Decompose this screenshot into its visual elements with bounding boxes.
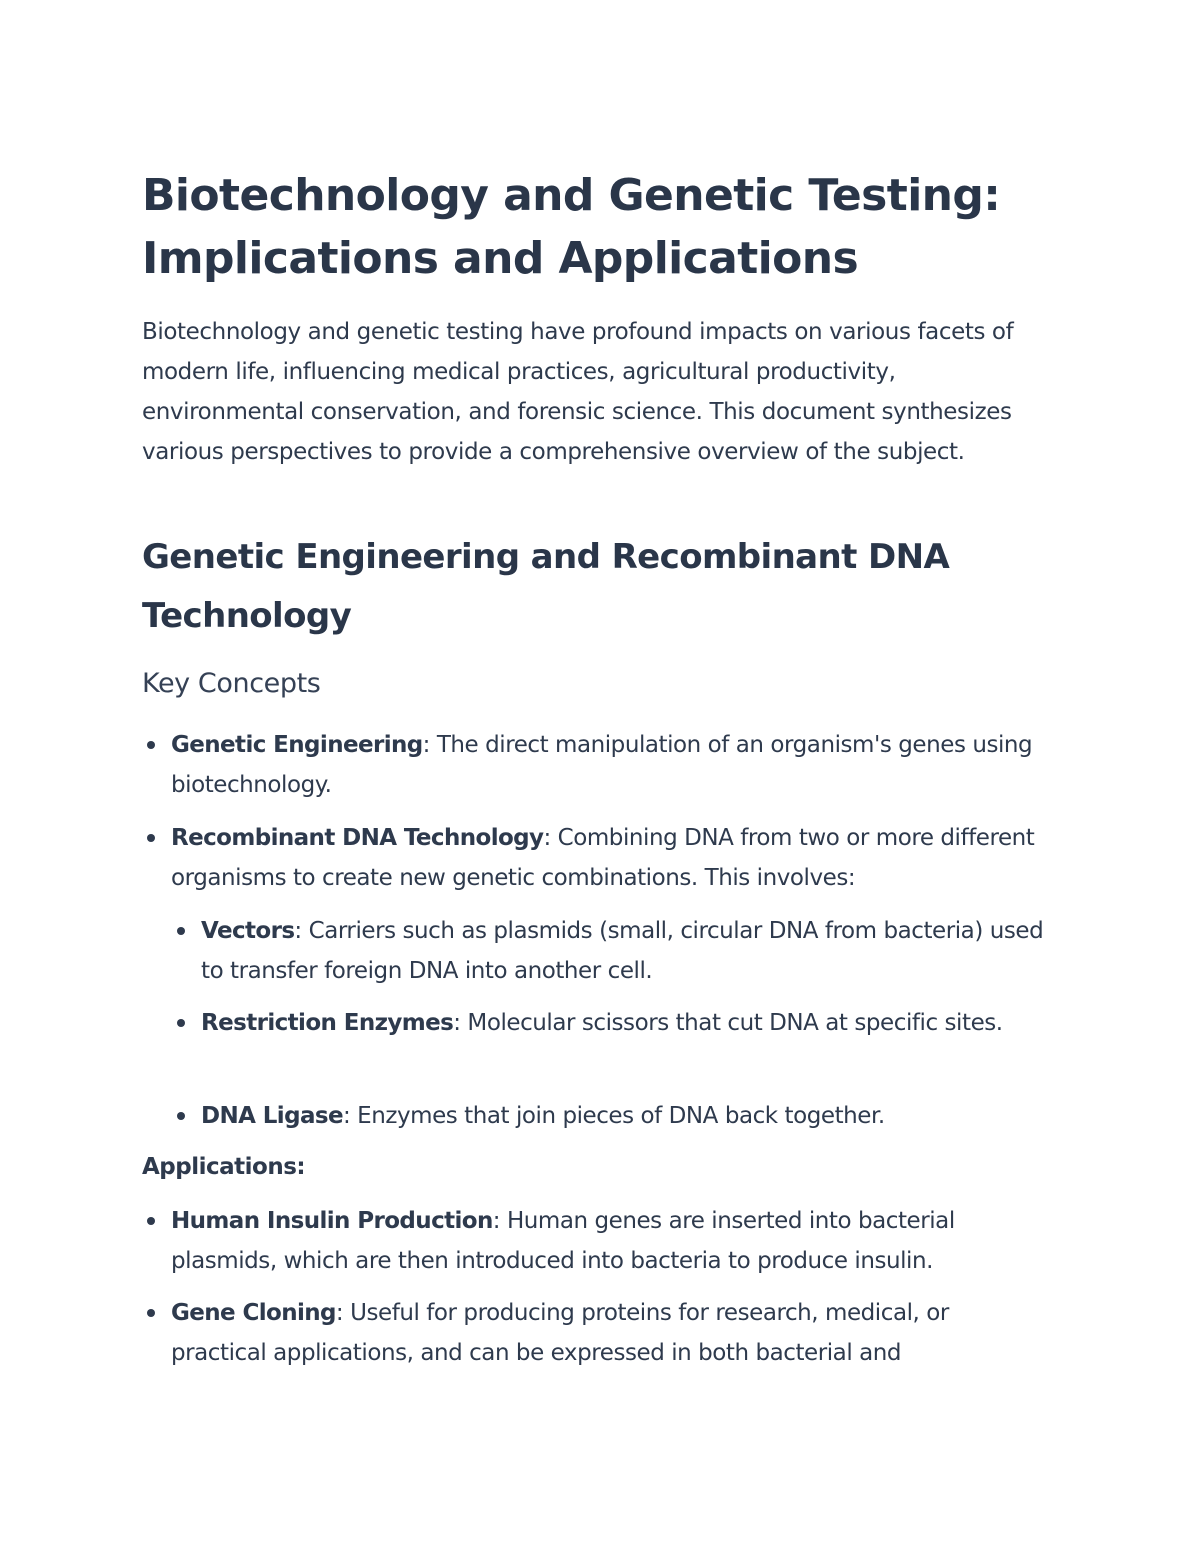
term: Vectors — [201, 918, 295, 944]
nested-list-item: Restriction Enzymes: Molecular scissors that cut DNA at specific sites. — [201, 1003, 1071, 1043]
definition: Combining DNA from two or more different organisms to create new genetic combinations. This involves: — [171, 825, 1035, 891]
applications-label: Applications: — [142, 1154, 306, 1180]
nested-list-item: DNA Ligase: Enzymes that join pieces of DNA back together. — [201, 1096, 1071, 1136]
bullet-icon — [147, 1217, 155, 1225]
bullet-icon — [177, 1112, 185, 1120]
term: Restriction Enzymes — [201, 1010, 454, 1036]
definition: Carriers such as plasmids (small, circular DNA from bacteria) used to transfer foreign DNA into another cell. — [201, 918, 1044, 984]
bullet-icon — [147, 1309, 155, 1317]
definition: Useful for producing proteins for research, medical, or practical applications, and can be expressed in both bacterial and — [171, 1300, 949, 1366]
bullet-icon — [147, 834, 155, 842]
bullet-icon — [177, 927, 185, 935]
bullet-icon — [177, 1019, 185, 1027]
definition: Human genes are inserted into bacterial plasmids, which are then introduced into bacteria to produce insulin. — [171, 1208, 955, 1274]
document-title: Biotechnology and Genetic Testing: Implications and Applications — [142, 170, 1001, 284]
definition: The direct manipulation of an organism's genes using biotechnology. — [171, 732, 1033, 798]
term: DNA Ligase — [201, 1103, 343, 1129]
bullet-icon — [147, 741, 155, 749]
subsection-heading: Key Concepts — [142, 668, 321, 699]
list-item: Genetic Engineering: The direct manipulation of an organism's genes using biotechnology. — [171, 725, 1041, 805]
term: Recombinant DNA Technology — [171, 825, 544, 851]
list-item: Recombinant DNA Technology: Combining DNA from two or more different organisms to create new genetic combinations. This involves: — [171, 818, 1041, 898]
term: Gene Cloning — [171, 1300, 336, 1326]
term: Human Insulin Production — [171, 1208, 493, 1234]
definition: Molecular scissors that cut DNA at specific sites. — [467, 1010, 1003, 1036]
list-item: Human Insulin Production: Human genes are inserted into bacterial plasmids, which are then introduced into bacteria to produce insulin. — [171, 1201, 1041, 1281]
definition: Enzymes that join pieces of DNA back together. — [357, 1103, 885, 1129]
term: Genetic Engineering — [171, 732, 423, 758]
section-heading: Genetic Engineering and Recombinant DNA Technology — [142, 537, 950, 636]
list-item: Gene Cloning: Useful for producing proteins for research, medical, or practical applications, and can be expressed in both bacterial and — [171, 1293, 1041, 1373]
nested-list-item: Vectors: Carriers such as plasmids (small, circular DNA from bacteria) used to transfer foreign DNA into another cell. — [201, 911, 1071, 991]
intro-paragraph: Biotechnology and genetic testing have profound impacts on various facets of modern life, influencing medical practices, agricultural productivity, environmental conservation, and forensic science. This document synthesizes various perspectives to provide a comprehensive overview of the subject. — [142, 319, 1014, 465]
